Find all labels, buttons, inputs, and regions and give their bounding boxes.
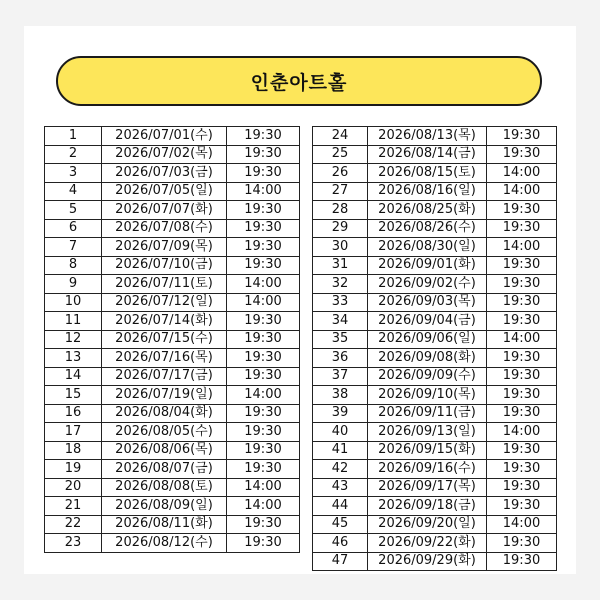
performance-time: 19:30 <box>487 552 557 571</box>
performance-time: 19:30 <box>227 515 300 534</box>
performance-time: 14:00 <box>227 478 300 497</box>
performance-date: 2026/09/18(금) <box>368 497 487 516</box>
performance-time: 19:30 <box>227 201 300 220</box>
table-row <box>313 201 557 220</box>
performance-number: 23 <box>45 534 102 553</box>
performance-date: 2026/09/11(금) <box>368 404 487 423</box>
performance-time: 19:30 <box>487 404 557 423</box>
performance-number: 2 <box>45 145 102 164</box>
table-row <box>45 219 300 238</box>
performance-time: 14:00 <box>487 423 557 442</box>
performance-number: 17 <box>45 423 102 442</box>
performance-time: 19:30 <box>227 312 300 331</box>
table-row <box>313 497 557 516</box>
performance-number: 40 <box>313 423 368 442</box>
performance-number: 12 <box>45 330 102 349</box>
performance-date: 2026/08/26(수) <box>368 219 487 238</box>
table-row <box>313 441 557 460</box>
performance-date: 2026/09/10(목) <box>368 386 487 405</box>
performance-date: 2026/09/01(화) <box>368 256 487 275</box>
performance-number: 35 <box>313 330 368 349</box>
performance-date: 2026/08/13(목) <box>368 127 487 146</box>
performance-time: 19:30 <box>227 238 300 257</box>
performance-date: 2026/08/07(금) <box>102 460 227 479</box>
table-row <box>313 127 557 146</box>
table-row <box>45 145 300 164</box>
performance-date: 2026/07/01(수) <box>102 127 227 146</box>
performance-time: 14:00 <box>487 164 557 183</box>
table-row <box>313 275 557 294</box>
performance-time: 19:30 <box>487 367 557 386</box>
performance-date: 2026/08/06(목) <box>102 441 227 460</box>
performance-date: 2026/08/16(일) <box>368 182 487 201</box>
table-row <box>45 182 300 201</box>
performance-number: 10 <box>45 293 102 312</box>
performance-date: 2026/09/09(수) <box>368 367 487 386</box>
performance-time: 19:30 <box>487 478 557 497</box>
table-row <box>45 256 300 275</box>
performance-date: 2026/09/20(일) <box>368 515 487 534</box>
performance-number: 43 <box>313 478 368 497</box>
schedule-card <box>24 26 576 574</box>
performance-date: 2026/08/04(화) <box>102 404 227 423</box>
performance-time: 14:00 <box>227 275 300 294</box>
table-row <box>45 534 300 553</box>
performance-number: 38 <box>313 386 368 405</box>
performance-time: 19:30 <box>227 127 300 146</box>
performance-number: 20 <box>45 478 102 497</box>
performance-time: 19:30 <box>227 349 300 368</box>
performance-number: 26 <box>313 164 368 183</box>
performance-number: 44 <box>313 497 368 516</box>
performance-number: 29 <box>313 219 368 238</box>
performance-number: 27 <box>313 182 368 201</box>
performance-time: 19:30 <box>487 312 557 331</box>
performance-time: 19:30 <box>487 460 557 479</box>
performance-time: 14:00 <box>487 330 557 349</box>
performance-date: 2026/07/02(목) <box>102 145 227 164</box>
performance-date: 2026/09/22(화) <box>368 534 487 553</box>
performance-time: 19:30 <box>227 145 300 164</box>
performance-date: 2026/09/16(수) <box>368 460 487 479</box>
performance-time: 19:30 <box>227 256 300 275</box>
performance-time: 19:30 <box>227 460 300 479</box>
performance-date: 2026/09/15(화) <box>368 441 487 460</box>
table-row <box>45 497 300 516</box>
performance-time: 19:30 <box>487 386 557 405</box>
performance-date: 2026/07/09(목) <box>102 238 227 257</box>
performance-date: 2026/07/08(수) <box>102 219 227 238</box>
performance-date: 2026/08/08(토) <box>102 478 227 497</box>
performance-number: 7 <box>45 238 102 257</box>
table-row <box>313 256 557 275</box>
performance-date: 2026/07/03(금) <box>102 164 227 183</box>
performance-date: 2026/09/02(수) <box>368 275 487 294</box>
table-row <box>313 312 557 331</box>
performance-number: 46 <box>313 534 368 553</box>
performance-date: 2026/09/04(금) <box>368 312 487 331</box>
performance-time: 19:30 <box>487 219 557 238</box>
table-row <box>45 515 300 534</box>
table-row <box>313 386 557 405</box>
table-row <box>45 441 300 460</box>
performance-date: 2026/07/10(금) <box>102 256 227 275</box>
table-row <box>313 164 557 183</box>
table-row <box>45 330 300 349</box>
performance-time: 14:00 <box>487 238 557 257</box>
performance-time: 19:30 <box>227 219 300 238</box>
performance-date: 2026/07/14(화) <box>102 312 227 331</box>
performance-number: 42 <box>313 460 368 479</box>
performance-number: 19 <box>45 460 102 479</box>
performance-time: 19:30 <box>487 201 557 220</box>
performance-number: 16 <box>45 404 102 423</box>
performance-number: 33 <box>313 293 368 312</box>
venue-title: 인춘아트홀 <box>250 71 348 94</box>
performance-date: 2026/07/15(수) <box>102 330 227 349</box>
performance-number: 47 <box>313 552 368 571</box>
performance-date: 2026/07/19(일) <box>102 386 227 405</box>
table-row <box>313 515 557 534</box>
performance-date: 2026/07/05(일) <box>102 182 227 201</box>
table-row <box>313 182 557 201</box>
performance-date: 2026/08/14(금) <box>368 145 487 164</box>
performance-date: 2026/09/06(일) <box>368 330 487 349</box>
performance-time: 19:30 <box>487 534 557 553</box>
performance-number: 32 <box>313 275 368 294</box>
performance-time: 14:00 <box>487 515 557 534</box>
performance-number: 4 <box>45 182 102 201</box>
performance-number: 18 <box>45 441 102 460</box>
table-row <box>45 312 300 331</box>
performance-number: 15 <box>45 386 102 405</box>
table-row <box>45 275 300 294</box>
performance-time: 14:00 <box>227 497 300 516</box>
performance-time: 19:30 <box>487 497 557 516</box>
table-row <box>313 534 557 553</box>
table-row <box>313 349 557 368</box>
performance-date: 2026/08/05(수) <box>102 423 227 442</box>
table-row <box>45 201 300 220</box>
table-row <box>45 404 300 423</box>
performance-number: 41 <box>313 441 368 460</box>
table-row <box>313 219 557 238</box>
table-row <box>45 386 300 405</box>
table-row <box>313 478 557 497</box>
performance-date: 2026/07/11(토) <box>102 275 227 294</box>
performance-number: 24 <box>313 127 368 146</box>
table-row <box>313 367 557 386</box>
performance-date: 2026/09/13(일) <box>368 423 487 442</box>
performance-number: 37 <box>313 367 368 386</box>
table-row <box>313 145 557 164</box>
performance-time: 19:30 <box>487 275 557 294</box>
table-row <box>45 293 300 312</box>
performance-time: 14:00 <box>227 182 300 201</box>
performance-date: 2026/09/03(목) <box>368 293 487 312</box>
performance-number: 45 <box>313 515 368 534</box>
performance-number: 14 <box>45 367 102 386</box>
table-row <box>313 404 557 423</box>
performance-number: 25 <box>313 145 368 164</box>
performance-time: 14:00 <box>487 182 557 201</box>
performance-time: 19:30 <box>227 441 300 460</box>
performance-number: 28 <box>313 201 368 220</box>
performance-number: 11 <box>45 312 102 331</box>
table-row <box>45 238 300 257</box>
table-row <box>45 349 300 368</box>
performance-number: 13 <box>45 349 102 368</box>
table-row <box>45 164 300 183</box>
performance-number: 5 <box>45 201 102 220</box>
table-row <box>45 423 300 442</box>
venue-banner <box>56 56 542 106</box>
performance-date: 2026/09/08(화) <box>368 349 487 368</box>
table-row <box>313 330 557 349</box>
performance-time: 19:30 <box>227 404 300 423</box>
performance-time: 19:30 <box>487 256 557 275</box>
performance-number: 31 <box>313 256 368 275</box>
performance-date: 2026/07/12(일) <box>102 293 227 312</box>
performance-time: 19:30 <box>487 145 557 164</box>
performance-time: 19:30 <box>487 293 557 312</box>
performance-date: 2026/08/30(일) <box>368 238 487 257</box>
performance-number: 8 <box>45 256 102 275</box>
schedule-table-right <box>312 126 557 571</box>
performance-time: 19:30 <box>487 349 557 368</box>
performance-number: 34 <box>313 312 368 331</box>
performance-time: 14:00 <box>227 386 300 405</box>
performance-time: 19:30 <box>227 330 300 349</box>
performance-number: 3 <box>45 164 102 183</box>
performance-time: 19:30 <box>227 534 300 553</box>
performance-number: 6 <box>45 219 102 238</box>
table-row <box>45 460 300 479</box>
performance-time: 19:30 <box>227 367 300 386</box>
table-row <box>313 423 557 442</box>
performance-time: 19:30 <box>227 164 300 183</box>
performance-number: 30 <box>313 238 368 257</box>
performance-date: 2026/07/16(목) <box>102 349 227 368</box>
performance-number: 1 <box>45 127 102 146</box>
performance-time: 14:00 <box>227 293 300 312</box>
table-row <box>313 238 557 257</box>
performance-date: 2026/09/17(목) <box>368 478 487 497</box>
performance-time: 19:30 <box>227 423 300 442</box>
table-row <box>45 127 300 146</box>
performance-time: 19:30 <box>487 441 557 460</box>
performance-date: 2026/08/11(화) <box>102 515 227 534</box>
table-row <box>45 367 300 386</box>
performance-date: 2026/09/29(화) <box>368 552 487 571</box>
performance-date: 2026/08/09(일) <box>102 497 227 516</box>
table-row <box>313 460 557 479</box>
performance-number: 21 <box>45 497 102 516</box>
performance-number: 22 <box>45 515 102 534</box>
performance-date: 2026/08/12(수) <box>102 534 227 553</box>
table-row <box>313 293 557 312</box>
table-row <box>313 552 557 571</box>
performance-date: 2026/08/15(토) <box>368 164 487 183</box>
performance-number: 9 <box>45 275 102 294</box>
performance-date: 2026/08/25(화) <box>368 201 487 220</box>
schedule-table-left <box>44 126 300 553</box>
performance-date: 2026/07/17(금) <box>102 367 227 386</box>
performance-date: 2026/07/07(화) <box>102 201 227 220</box>
performance-number: 36 <box>313 349 368 368</box>
performance-time: 19:30 <box>487 127 557 146</box>
performance-number: 39 <box>313 404 368 423</box>
table-row <box>45 478 300 497</box>
